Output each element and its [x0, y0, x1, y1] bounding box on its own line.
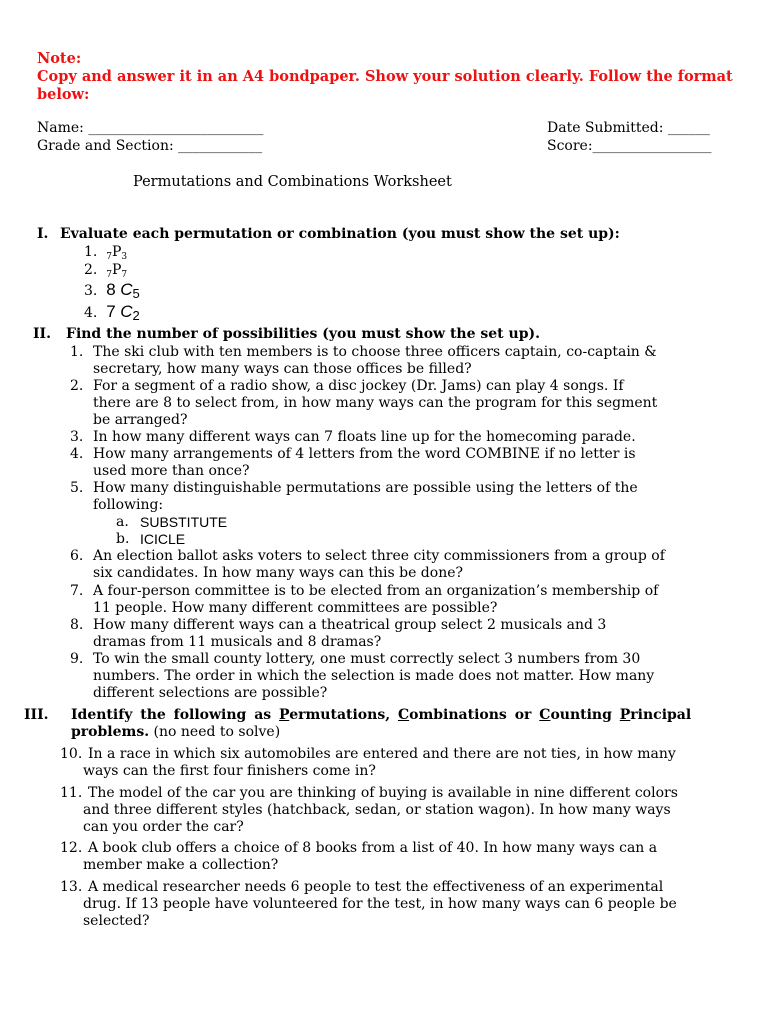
question-number: 10.	[60, 746, 83, 762]
question-line: For a segment of a radio show, a disc jockey (Dr. Jams) can play 4 songs. If	[93, 378, 624, 394]
question-line: numbers. The order in which the selection is made does not matter. How many	[93, 668, 655, 684]
question-line: secretary, how many ways can those offices be filled?	[93, 361, 472, 377]
part3-heading: Identify the following as Permutations, Combinations or Counting Principal	[71, 707, 692, 723]
question-line: drug. If 13 people have volunteered for the test, in how many ways can 6 people be	[83, 896, 677, 912]
question-line: How many distinguishable permutations are possible using the letters of the	[93, 480, 638, 496]
sub-item-label: a.	[116, 514, 129, 530]
question-line: A book club offers a choice of 8 books from a list of 40. In how many ways can a	[88, 840, 658, 856]
sub-item-label: b.	[116, 531, 130, 547]
part1-item: 3. 8 C5	[84, 280, 140, 301]
question-number: 4.	[70, 446, 84, 462]
sub-item: SUBSTITUTE	[140, 514, 228, 530]
question-number: 6.	[70, 548, 84, 564]
page-title: Permutations and Combinations Worksheet	[133, 174, 452, 190]
question-number: 9.	[70, 651, 84, 667]
name-field: Name: _________________________	[37, 120, 264, 136]
question-line: ways can the first four finishers come in?	[83, 763, 376, 779]
question-number: 2.	[70, 378, 84, 394]
question-line: dramas from 11 musicals and 8 dramas?	[93, 634, 382, 650]
grade-section-field: Grade and Section: ____________	[37, 138, 263, 154]
question-line: can you order the car?	[83, 819, 244, 835]
question-number: 13.	[60, 879, 83, 895]
note-label: Note:	[37, 50, 82, 67]
part1-item: 1. $_7P_3$	[84, 244, 128, 262]
question-line: A four-person committee is to be elected from an organization’s membership of	[93, 583, 659, 599]
part2-heading: Find the number of possibilities (you must show the set up).	[66, 326, 540, 342]
question-line: selected?	[83, 913, 150, 929]
question-line: In a race in which six automobiles are entered and there are not ties, in how many	[88, 746, 676, 762]
question-number: 12.	[60, 840, 83, 856]
question-line: be arranged?	[93, 412, 188, 428]
note-line-1: Copy and answer it in an A4 bondpaper. Show your solution clearly. Follow the format	[37, 68, 733, 85]
note-line-2: below:	[37, 86, 90, 103]
part1-item: 4. 7 C2	[84, 302, 140, 323]
question-number: 7.	[70, 583, 84, 599]
score-field: Score:_________________	[547, 138, 712, 154]
question-line: different selections are possible?	[93, 685, 328, 701]
question-line: six candidates. In how many ways can this be done?	[93, 565, 464, 581]
question-number: 5.	[70, 480, 84, 496]
date-submitted-field: Date Submitted: ______	[547, 120, 710, 136]
question-line: following:	[93, 497, 164, 513]
question-line: member make a collection?	[83, 857, 279, 873]
question-line: To win the small county lottery, one must correctly select 3 numbers from 30	[93, 651, 641, 667]
part3-heading-line-2: problems. (no need to solve)	[71, 724, 281, 740]
question-line: A medical researcher needs 6 people to test the effectiveness of an experimental	[88, 879, 664, 895]
question-number: 8.	[70, 617, 84, 633]
sub-item: ICICLE	[140, 531, 186, 547]
question-number: 3.	[70, 429, 84, 445]
question-line: How many arrangements of 4 letters from the word COMBINE if no letter is	[93, 446, 636, 462]
question-line: The model of the car you are thinking of buying is available in nine different colors	[88, 785, 678, 801]
question-line: and three different styles (hatchback, sedan, or station wagon). In how many ways	[83, 802, 671, 818]
question-number: 1.	[70, 344, 84, 360]
question-line: An election ballot asks voters to select three city commissioners from a group of	[93, 548, 665, 564]
question-number: 11.	[60, 785, 83, 801]
question-line: there are 8 to select from, in how many ways can the program for this segment	[93, 395, 658, 411]
question-line: The ski club with ten members is to choose three officers captain, co-captain &	[93, 344, 657, 360]
question-line: How many different ways can a theatrical group select 2 musicals and 3	[93, 617, 607, 633]
part1-numeral: I.	[37, 226, 49, 242]
part2-numeral: II.	[33, 326, 51, 342]
question-line: 11 people. How many different committees are possible?	[93, 600, 498, 616]
part1-heading: Evaluate each permutation or combination (you must show the set up):	[60, 226, 620, 242]
question-line: In how many different ways can 7 floats line up for the homecoming parade.	[93, 429, 636, 445]
question-line: used more than once?	[93, 463, 250, 479]
part1-item: 2. $_7P_7$	[84, 262, 128, 280]
part3-numeral: III.	[24, 707, 49, 723]
